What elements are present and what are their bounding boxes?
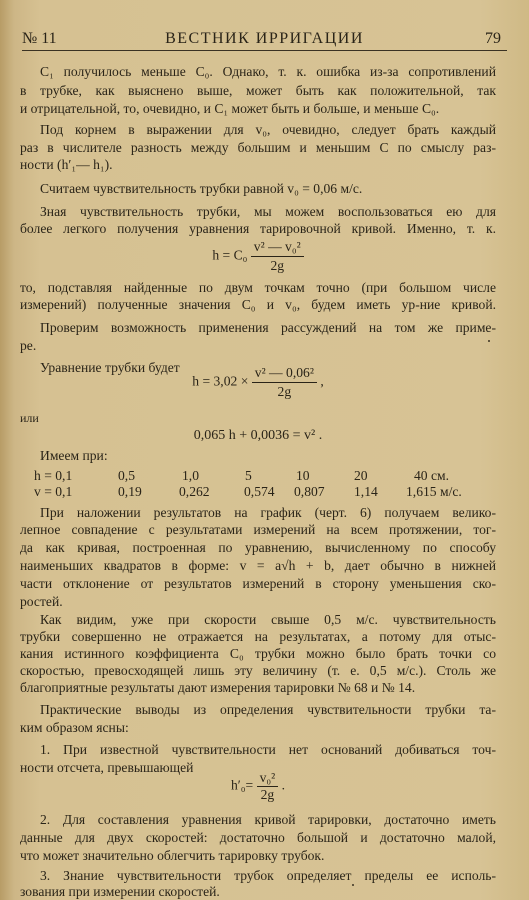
- formula-period: .: [281, 777, 286, 793]
- text-line: ности (h′₁— h₁).: [20, 157, 113, 172]
- formula-numerator: v² — v₀²: [251, 238, 304, 257]
- text-line: данные для двух скоростей: достаточно большой и достаточно малой,: [20, 830, 496, 845]
- text-line: что может значительно облегчить тарировку трубок.: [20, 848, 325, 863]
- text-line: ким образом ясны:: [20, 720, 129, 735]
- text-line: Практические выводы из определения чувствительности трубки та-: [40, 702, 496, 717]
- table-cell: 0,5: [118, 468, 135, 483]
- text-line: скоростью, превосходящей лишь эту величину (т. е. 0,5 м/с.). Столь же: [20, 663, 496, 678]
- text-line: Проверим возможность применения рассуждений на том же приме-: [40, 320, 496, 335]
- formula-numerator: v₀²: [257, 770, 279, 787]
- text-line: Уравнение трубки будет: [40, 360, 180, 375]
- table-cell: 1,14: [354, 484, 378, 499]
- text-line: 1. При известной чувствительности нет оснований добиваться точ-: [40, 742, 496, 757]
- text-line: да как кривая, построенная по уравнению, вычисленному по способу: [20, 540, 496, 555]
- text-line: и отрицательной, то, очевидно, и C₁ может быть и больше, и меньше C₀.: [20, 101, 440, 116]
- text-line: благоприятные результаты дают измерения тарировки № 68 и № 14.: [20, 680, 416, 695]
- page-header: [22, 28, 507, 51]
- text-line: 3. Знание чувствительности трубок определяет пределы ее исполь-: [40, 868, 496, 883]
- formula-tariff-curve: [20, 238, 496, 278]
- text-line: части отклонение от результатов измерений в сторону уменьшения ско-: [20, 576, 496, 591]
- text-line: ре.: [20, 338, 37, 353]
- journal-title: ВЕСТНИК ИРРИГАЦИИ: [165, 30, 364, 47]
- text-line: то, подставляя найденные по двум точкам точно (при большом числе: [20, 280, 496, 295]
- text-line: раз в числителе разность между большим и меньшим C по смыслу раз-: [20, 140, 496, 155]
- formula-tube-equation: [20, 364, 496, 404]
- formula-comma: ,: [320, 373, 324, 389]
- formula-linear-equation: 0,065 h + 0,0036 = v² .: [193, 428, 323, 443]
- text-line: кания истинного коэффициента C₀ трубки можно было брать точки со: [20, 646, 496, 661]
- text-line: Считаем чувствительность трубки равной v₀ = 0,06 м/с.: [40, 181, 363, 196]
- table-cell: v = 0,1: [34, 484, 73, 499]
- formula-lhs: h = C₀: [212, 247, 248, 263]
- table-cell: 0,19: [118, 484, 142, 499]
- table-cell: 0,262: [179, 484, 210, 499]
- table-cell: 1,0: [182, 468, 199, 483]
- table-cell: 1,615 м/с.: [406, 484, 462, 499]
- text-line: лепное совпадение с результатами измерений на всем протяжении, тог-: [20, 522, 496, 537]
- values-table: [34, 468, 494, 502]
- table-cell: 40 см.: [414, 468, 450, 483]
- text-line: ности отсчета, превышающей: [20, 760, 194, 775]
- formula-denominator: 2g: [260, 787, 275, 802]
- formula-numerator: v² — 0,06²: [252, 364, 317, 383]
- table-cell: 0,574: [244, 484, 275, 499]
- text-line: более легкого получения уравнения тарировочной кривой. Именно, т. к.: [20, 221, 496, 236]
- formula-denominator: 2g: [277, 384, 292, 399]
- table-cell: 10: [296, 468, 310, 483]
- table-cell: 20: [354, 468, 368, 483]
- formula-fraction: [251, 238, 304, 275]
- formula-lhs: h′₀=: [230, 777, 254, 793]
- formula-denominator: 2g: [270, 258, 285, 273]
- text-line: трубки совершенно не отражается на результатах, а потому для отыс-: [20, 629, 496, 644]
- text-line: 2. Для составления уравнения кривой тарировки, достаточно иметь: [40, 812, 496, 827]
- formula-fraction: [257, 770, 279, 803]
- paper-speck: [488, 340, 490, 342]
- table-cell: 5: [245, 468, 252, 483]
- formula-fraction: [252, 364, 317, 401]
- formula-lhs: h = 3,02 ×: [192, 373, 249, 389]
- table-cell: 0,807: [294, 484, 325, 499]
- text-line: наименьших квадратов в форме: v = a√h + b, дает обычно в нижней: [20, 558, 496, 573]
- text-or: или: [20, 411, 39, 425]
- issue-number: № 11: [22, 30, 57, 47]
- text-line: в трубке, как выяснено выше, может быть как положительной, так: [20, 83, 496, 98]
- text-line: Зная чувствительность трубки, мы можем воспользоваться ею для: [40, 204, 496, 219]
- text-line: При наложении результатов на график (черт. 6) получаем велико-: [40, 505, 496, 520]
- text-line: Имеем при:: [40, 448, 108, 463]
- text-line: Как видим, уже при скорости свыше 0,5 м/с. чувствительность: [40, 612, 496, 627]
- text-line: измерений) полученные значения C₀ и v₀, будем иметь ур-ние кривой.: [20, 297, 496, 312]
- paper-speck: [352, 884, 354, 886]
- page-number: 79: [485, 30, 501, 47]
- text-line: зования при измерении скоростей.: [20, 884, 220, 899]
- table-cell: h = 0,1: [34, 468, 73, 483]
- text-line: Под корнем в выражении для v₀, очевидно, следует брать каждый: [40, 122, 496, 137]
- text-line: C₁ получилось меньше C₀. Однако, т. к. ошибка из-за сопротивлений: [40, 64, 496, 79]
- formula-reading-precision: [20, 770, 496, 806]
- text-line: ростей.: [20, 594, 63, 609]
